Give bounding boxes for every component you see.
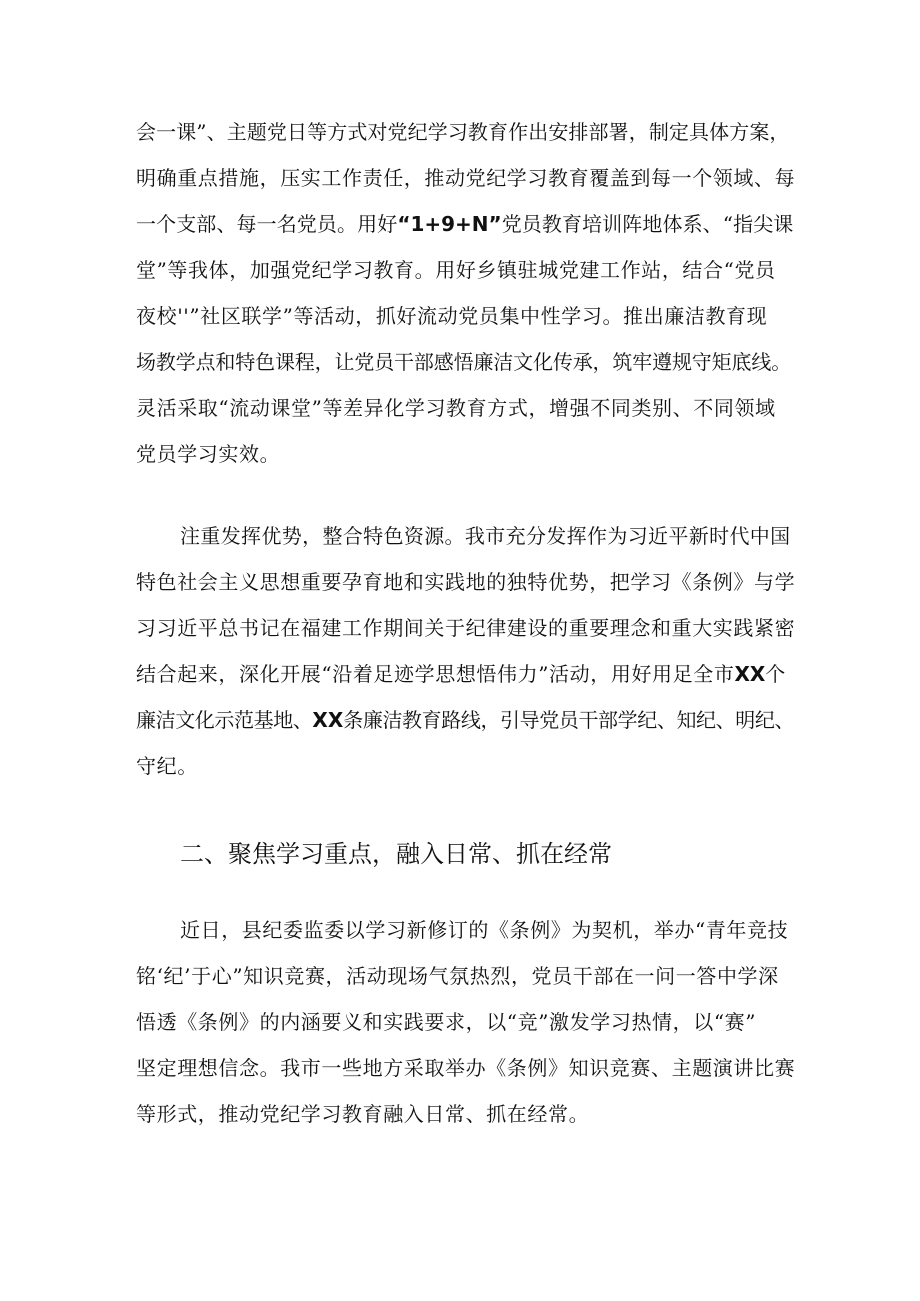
paragraph-3-line-1: 近日，县纪委监委以学习新修订的《条例》为契机，举办“青年竞技	[180, 918, 789, 942]
paragraph-1-line-3	[136, 204, 796, 244]
bold-placeholder-span: XX	[734, 662, 766, 686]
paragraph-2-line-6: 守纪。	[136, 754, 198, 778]
paragraph-3-line-5: 等形式，推动党纪学习教育融入日常、抓在经常。	[136, 1102, 590, 1126]
bold-number-span: “1+9+N”	[397, 212, 502, 236]
text-span: 个	[765, 662, 786, 686]
paragraph-2-line-5	[136, 700, 796, 740]
paragraph-1-line-1: 会一课”、主题党日等方式对党纪学习教育作出安排部署，制定具体方案，	[136, 120, 790, 144]
text-span: 条廉洁教育路线，引导党员干部学纪、知纪、明纪、	[343, 708, 795, 732]
paragraph-1-line-5: 夜校''”社区联学”等活动，抓好流动党员集中性学习。推出廉洁教育现	[136, 304, 768, 328]
text-span: 结合起来，深化开展“沿着足迹学思想悟伟力”活动，用好用足全市	[136, 662, 735, 686]
paragraph-2-line-4	[136, 654, 796, 694]
paragraph-1-line-4: 堂”等我体，加强党纪学习教育。用好乡镇驻城党建工作站，结合“党员	[136, 258, 776, 282]
text-span: 廉洁文化示范基地、	[136, 708, 313, 732]
bold-placeholder-span: XX	[312, 708, 344, 732]
paragraph-2-line-2: 特色社会主义思想重要孕育地和实践地的独特优势，把学习《条例》与学	[136, 570, 796, 594]
paragraph-2-line-1: 注重发挥优势，整合特色资源。我市充分发挥作为习近平新时代中国	[180, 524, 791, 548]
paragraph-1-line-8: 党员学习实效。	[136, 442, 281, 466]
paragraph-3-line-3: 悟透《条例》的内涵要义和实践要求，以“竞”激发学习热情，以“赛”	[136, 1010, 757, 1034]
paragraph-1-line-7: 灵活采取“流动课堂”等差异化学习教育方式，增强不同类别、不同领域	[136, 396, 776, 420]
text-span: 一个支部、每一名党员。用好	[136, 212, 398, 236]
paragraph-2-line-3: 习习近平总书记在福建工作期间关于纪律建设的重要理念和重大实践紧密	[136, 616, 796, 640]
paragraph-3-line-2: 铭‘纪’于心”知识竞赛，活动现场气氛热烈，党员干部在一问一答中学深	[136, 964, 779, 988]
paragraph-3-line-4: 坚定理想信念。我市一些地方采取举办《条例》知识竞赛、主题演讲比赛	[136, 1056, 796, 1080]
text-span: 党员教育培训阵地体系、“指尖课	[501, 212, 794, 236]
paragraph-1-line-6: 场教学点和特色课程，让党员干部感悟廉洁文化传承，筑牢遵规守矩底线。	[136, 350, 792, 374]
paragraph-1-line-2: 明确重点措施，压实工作责任，推动党纪学习教育覆盖到每一个领域、每	[136, 166, 796, 190]
section-heading: 二、聚焦学习重点，融入日常、抓在经常	[180, 840, 612, 868]
